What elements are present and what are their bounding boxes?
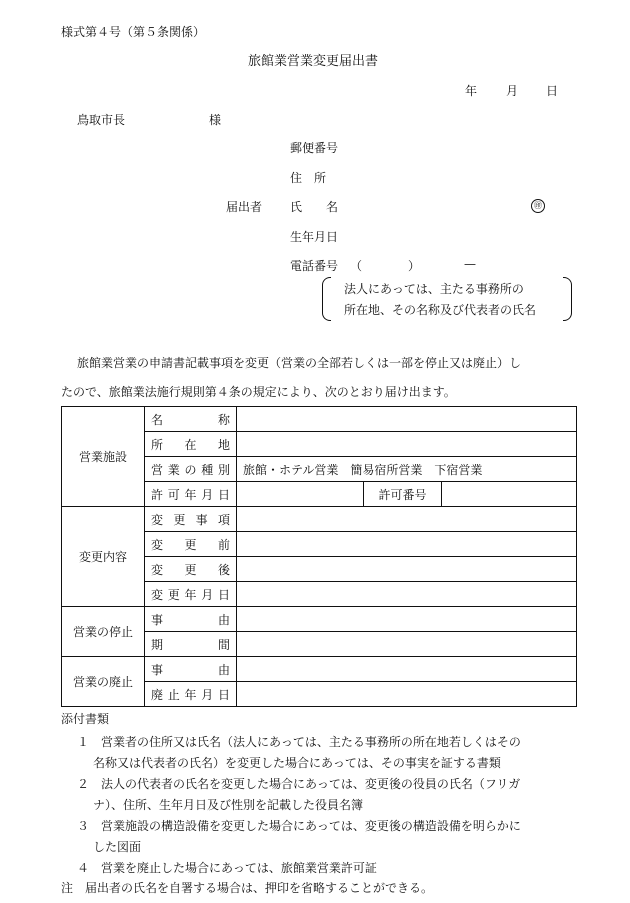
attachment-2-line-2: ナ）、住所、生年月日及び性別を記載した役員名簿 bbox=[93, 798, 364, 812]
business-type-label: 営業の種別 bbox=[145, 457, 237, 482]
facility-name-field[interactable] bbox=[237, 407, 577, 432]
attachment-1-line-2: 名称又は代表者の氏名）を変更した場合にあっては、その事実を証する書類 bbox=[93, 756, 501, 770]
birthdate-label: 生年月日 bbox=[290, 230, 339, 244]
attachment-2-line-1: ２ 法人の代表者の氏名を変更した場合にあっては、変更後の役員の氏名（フリガ bbox=[77, 777, 521, 791]
facility-name-label: 名称 bbox=[145, 407, 237, 432]
name-label: 氏 名 bbox=[290, 200, 339, 214]
abolition-reason-field[interactable] bbox=[237, 657, 577, 682]
date-day: 日 bbox=[546, 84, 559, 98]
body-text-line-1: 旅館業営業の申請書記載事項を変更（営業の全部若しくは一部を停止又は廃止）し bbox=[77, 356, 522, 370]
suspension-period-label: 期間 bbox=[145, 632, 237, 657]
permit-number-field[interactable] bbox=[442, 482, 577, 507]
corporate-note-line-2: 所在地、その名称及び代表者の氏名 bbox=[344, 303, 537, 317]
change-date-field[interactable] bbox=[237, 582, 577, 607]
facility-location-field[interactable] bbox=[237, 432, 577, 457]
change-date-label: 変更年月日 bbox=[145, 582, 237, 607]
business-type-options[interactable]: 旅館・ホテル営業 簡易宿所営業 下宿営業 bbox=[237, 457, 577, 482]
notification-table bbox=[61, 406, 577, 707]
address-label: 住 所 bbox=[290, 171, 327, 185]
right-bracket bbox=[563, 277, 572, 321]
phone-dash: — bbox=[464, 257, 476, 271]
left-bracket bbox=[322, 277, 331, 321]
group-abolition: 営業の廃止 bbox=[62, 657, 145, 707]
abolition-date-field[interactable] bbox=[237, 682, 577, 707]
body-text-line-2: たので、旅館業法施行規則第４条の規定により、次のとおり届け出ます。 bbox=[61, 385, 456, 399]
change-item-label: 変更事項 bbox=[145, 507, 237, 532]
group-suspension: 営業の停止 bbox=[62, 607, 145, 657]
abolition-reason-label: 事由 bbox=[145, 657, 237, 682]
document-title: 旅館業営業変更届出書 bbox=[248, 54, 379, 69]
attachment-3-line-1: ３ 営業施設の構造設備を変更した場合にあっては、変更後の構造設備を明らかに bbox=[77, 819, 521, 833]
suspension-reason-label: 事由 bbox=[145, 607, 237, 632]
seal-mark-icon: ㊞ bbox=[531, 199, 545, 213]
change-after-label: 変更後 bbox=[145, 557, 237, 582]
phone-label: 電話番号 bbox=[290, 259, 339, 273]
abolition-date-label: 廃止年月日 bbox=[145, 682, 237, 707]
date-year: 年 bbox=[465, 84, 478, 98]
change-after-field[interactable] bbox=[237, 557, 577, 582]
attachment-1-line-1: １ 営業者の住所又は氏名（法人にあっては、主たる事務所の所在地若しくはその bbox=[77, 735, 521, 749]
applicant-label: 届出者 bbox=[226, 200, 263, 214]
group-facility: 営業施設 bbox=[62, 407, 145, 507]
permit-number-label: 許可番号 bbox=[364, 482, 442, 507]
phone-paren-open: （ bbox=[350, 259, 363, 273]
phone-paren-close: ） bbox=[408, 259, 421, 273]
addressee-honorific: 様 bbox=[209, 113, 222, 127]
change-before-label: 変更前 bbox=[145, 532, 237, 557]
change-before-field[interactable] bbox=[237, 532, 577, 557]
attachment-3-line-2: した図面 bbox=[93, 840, 142, 854]
permit-date-label: 許可年月日 bbox=[145, 482, 237, 507]
change-item-field[interactable] bbox=[237, 507, 577, 532]
group-change: 変更内容 bbox=[62, 507, 145, 607]
suspension-period-field[interactable] bbox=[237, 632, 577, 657]
facility-location-label: 所在地 bbox=[145, 432, 237, 457]
suspension-reason-field[interactable] bbox=[237, 607, 577, 632]
footnote: 注 届出者の氏名を自署する場合は、押印を省略することができる。 bbox=[61, 881, 434, 895]
permit-date-field[interactable] bbox=[237, 482, 364, 507]
addressee-name: 鳥取市長 bbox=[77, 113, 126, 127]
corporate-note-bracket bbox=[322, 277, 572, 321]
date-month: 月 bbox=[506, 84, 519, 98]
corporate-note-line-1: 法人にあっては、主たる事務所の bbox=[344, 282, 524, 296]
attachment-4: ４ 営業を廃止した場合にあっては、旅館業営業許可証 bbox=[77, 861, 377, 875]
attachments-heading: 添付書類 bbox=[61, 712, 110, 726]
form-number: 様式第４号（第５条関係） bbox=[61, 25, 206, 39]
postal-code-label: 郵便番号 bbox=[290, 141, 339, 155]
